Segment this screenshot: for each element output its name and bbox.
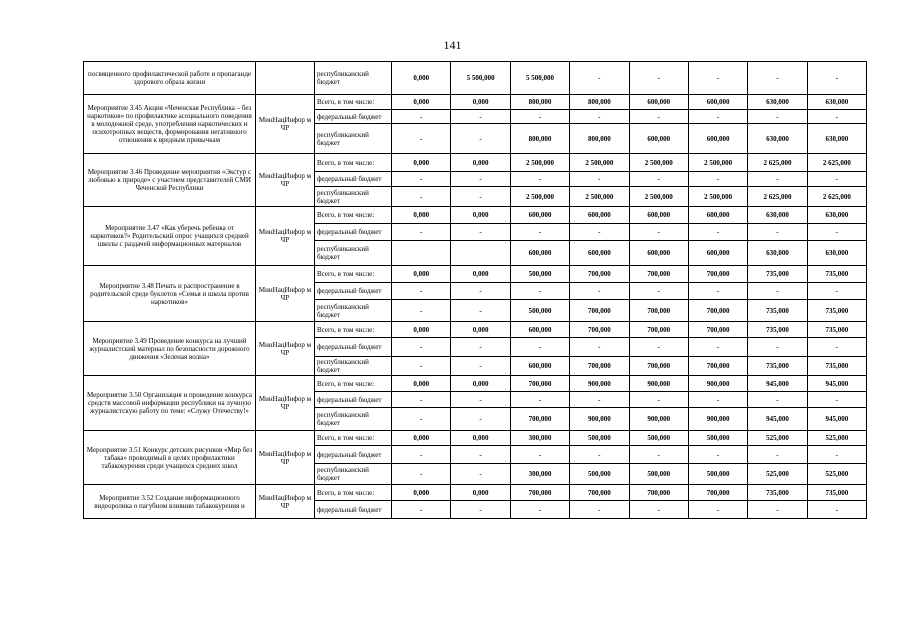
activity-name: Мероприятие 3.45 Акция «Чеченская Республика – без наркотиков» по профилактике асоциального поведения в молодежной среде, употребления наркотических и психотропных веществ, формирования негативного отношения к вредным привычкам <box>84 95 256 154</box>
table-row <box>84 376 867 392</box>
amount-cell: - <box>807 110 866 124</box>
amount-cell: 735,000 <box>748 322 807 338</box>
amount-cell: 700,000 <box>688 357 747 376</box>
amount-cell: - <box>510 446 569 464</box>
funding-source: Всего, в том числе: <box>315 207 392 224</box>
amount-cell: - <box>688 338 747 357</box>
amount-cell: 2 500,000 <box>510 154 569 172</box>
amount-cell: - <box>688 62 747 95</box>
funding-source: Всего, в том числе: <box>315 266 392 283</box>
amount-cell: 2 500,000 <box>629 187 688 207</box>
amount-cell: 600,000 <box>688 95 747 110</box>
amount-cell: - <box>629 392 688 408</box>
table-row <box>84 485 867 501</box>
amount-cell: 700,000 <box>629 357 688 376</box>
amount-cell: - <box>570 501 629 519</box>
funding-source: Всего, в том числе: <box>315 154 392 172</box>
amount-cell: 0,000 <box>392 95 451 110</box>
amount-cell: 945,000 <box>748 408 807 431</box>
funding-source: федеральный бюджет <box>315 283 392 300</box>
amount-cell: - <box>629 446 688 464</box>
amount-cell: - <box>688 392 747 408</box>
amount-cell: 700,000 <box>629 300 688 322</box>
amount-cell: 630,000 <box>748 241 807 266</box>
funding-source: Всего, в том числе: <box>315 322 392 338</box>
funding-source: Всего, в том числе: <box>315 95 392 110</box>
amount-cell: 500,000 <box>688 431 747 446</box>
amount-cell: 800,000 <box>570 124 629 154</box>
activity-name: Мероприятие 3.50 Организация и проведение конкурса средств массовой информации республики на лучшую журналистскую работу по теме: «Служу Отечеству!» <box>84 376 256 431</box>
amount-cell: 700,000 <box>688 485 747 501</box>
amount-cell: - <box>748 172 807 187</box>
amount-cell: 800,000 <box>510 95 569 110</box>
amount-cell: 800,000 <box>510 124 569 154</box>
amount-cell: - <box>807 283 866 300</box>
amount-cell: 700,000 <box>570 300 629 322</box>
amount-cell: 0,000 <box>451 266 510 283</box>
amount-cell: - <box>451 300 510 322</box>
table-row <box>84 154 867 172</box>
amount-cell: 525,000 <box>807 464 866 485</box>
amount-cell: - <box>570 172 629 187</box>
amount-cell: 700,000 <box>570 266 629 283</box>
amount-cell: - <box>451 464 510 485</box>
amount-cell: - <box>451 338 510 357</box>
amount-cell: 2 625,000 <box>748 187 807 207</box>
budget-table <box>83 61 867 519</box>
amount-cell: - <box>629 62 688 95</box>
page-number: 141 <box>443 38 462 52</box>
amount-cell: 0,000 <box>451 376 510 392</box>
amount-cell: 630,000 <box>807 95 866 110</box>
amount-cell: - <box>451 357 510 376</box>
amount-cell: - <box>451 446 510 464</box>
amount-cell: 700,000 <box>510 485 569 501</box>
amount-cell: - <box>807 338 866 357</box>
funding-source: федеральный бюджет <box>315 224 392 241</box>
amount-cell: 735,000 <box>807 300 866 322</box>
amount-cell: 2 500,000 <box>688 187 747 207</box>
funding-source: федеральный бюджет <box>315 501 392 519</box>
amount-cell: 500,000 <box>629 464 688 485</box>
amount-cell: - <box>392 224 451 241</box>
amount-cell: - <box>451 501 510 519</box>
amount-cell: 700,000 <box>570 322 629 338</box>
amount-cell: 5 500,000 <box>451 62 510 95</box>
activity-name: Мероприятие 3.49 Проведение конкурса на лучший журналистский материал по безопасности дорожного движения «Зеленая волна» <box>84 322 256 376</box>
amount-cell: - <box>392 446 451 464</box>
amount-cell: 0,000 <box>451 322 510 338</box>
amount-cell: - <box>392 187 451 207</box>
amount-cell: - <box>570 283 629 300</box>
amount-cell: 300,000 <box>510 431 569 446</box>
amount-cell: 735,000 <box>748 485 807 501</box>
amount-cell: 600,000 <box>570 207 629 224</box>
amount-cell: - <box>748 446 807 464</box>
amount-cell: - <box>807 172 866 187</box>
amount-cell: - <box>510 338 569 357</box>
amount-cell: 700,000 <box>688 300 747 322</box>
amount-cell: 735,000 <box>807 485 866 501</box>
amount-cell: 300,000 <box>510 464 569 485</box>
amount-cell: 600,000 <box>510 241 569 266</box>
executor: МинНацИнфор м ЧР <box>256 322 315 376</box>
amount-cell: - <box>748 110 807 124</box>
amount-cell: 700,000 <box>510 376 569 392</box>
amount-cell: - <box>392 110 451 124</box>
amount-cell: 2 625,000 <box>807 154 866 172</box>
amount-cell: 700,000 <box>629 485 688 501</box>
amount-cell: 945,000 <box>807 376 866 392</box>
amount-cell: 500,000 <box>688 464 747 485</box>
funding-source: федеральный бюджет <box>315 446 392 464</box>
amount-cell: 0,000 <box>392 62 451 95</box>
amount-cell: - <box>748 224 807 241</box>
activity-name: Мероприятие 3.51 Конкурс детских рисунков «Мир без табака» проводимый в целях профилактики табакокурения среди учащихся средних школ <box>84 431 256 485</box>
amount-cell: 2 500,000 <box>570 187 629 207</box>
amount-cell: - <box>688 283 747 300</box>
amount-cell: 2 500,000 <box>510 187 569 207</box>
amount-cell: - <box>570 62 629 95</box>
amount-cell <box>451 241 510 266</box>
amount-cell: 525,000 <box>748 431 807 446</box>
amount-cell: - <box>510 392 569 408</box>
funding-source: республиканский бюджет <box>315 408 392 431</box>
amount-cell: 945,000 <box>748 376 807 392</box>
amount-cell: - <box>807 224 866 241</box>
amount-cell: 630,000 <box>748 95 807 110</box>
amount-cell: 700,000 <box>688 322 747 338</box>
amount-cell: 735,000 <box>748 266 807 283</box>
amount-cell: - <box>392 283 451 300</box>
amount-cell: - <box>570 446 629 464</box>
amount-cell: 735,000 <box>807 322 866 338</box>
table-row <box>84 95 867 110</box>
amount-cell: 700,000 <box>570 357 629 376</box>
funding-source: федеральный бюджет <box>315 172 392 187</box>
amount-cell: 600,000 <box>629 124 688 154</box>
amount-cell: - <box>451 408 510 431</box>
amount-cell: 900,000 <box>570 376 629 392</box>
amount-cell: 0,000 <box>392 431 451 446</box>
executor: МинНацИнфор м ЧР <box>256 431 315 485</box>
funding-source: Всего, в том числе: <box>315 431 392 446</box>
amount-cell: - <box>451 124 510 154</box>
amount-cell: 900,000 <box>629 408 688 431</box>
amount-cell: 700,000 <box>629 322 688 338</box>
amount-cell: - <box>451 392 510 408</box>
amount-cell: 900,000 <box>688 376 747 392</box>
amount-cell: 700,000 <box>570 485 629 501</box>
amount-cell: 500,000 <box>629 431 688 446</box>
amount-cell: 2 500,000 <box>688 154 747 172</box>
amount-cell: - <box>629 172 688 187</box>
amount-cell: - <box>688 110 747 124</box>
amount-cell: - <box>392 392 451 408</box>
funding-source: федеральный бюджет <box>315 110 392 124</box>
amount-cell: 630,000 <box>748 124 807 154</box>
amount-cell: - <box>807 62 866 95</box>
amount-cell: 800,000 <box>570 95 629 110</box>
funding-source: Всего, в том числе: <box>315 376 392 392</box>
amount-cell: 630,000 <box>807 124 866 154</box>
funding-source: федеральный бюджет <box>315 392 392 408</box>
amount-cell: - <box>510 172 569 187</box>
amount-cell: 0,000 <box>392 207 451 224</box>
executor: МинНацИнфор м ЧР <box>256 266 315 322</box>
amount-cell: - <box>570 110 629 124</box>
amount-cell: - <box>688 501 747 519</box>
amount-cell: - <box>570 338 629 357</box>
amount-cell: - <box>570 392 629 408</box>
amount-cell: - <box>688 172 747 187</box>
activity-name: Мероприятие 3.47 «Как уберечь ребенка от наркотиков?» Родительский опрос учащихся средней школы с раздачей информационных материалов <box>84 207 256 266</box>
amount-cell: - <box>392 300 451 322</box>
executor: МинНацИнфор м ЧР <box>256 485 315 519</box>
amount-cell: 945,000 <box>807 408 866 431</box>
activity-name: Мероприятие 3.48 Печать и распространение в родительской среде буклетов «Семья и школа против наркотиков» <box>84 266 256 322</box>
amount-cell: - <box>451 172 510 187</box>
amount-cell: 500,000 <box>510 266 569 283</box>
amount-cell: 630,000 <box>807 207 866 224</box>
amount-cell: - <box>392 357 451 376</box>
amount-cell: - <box>392 338 451 357</box>
amount-cell: - <box>570 224 629 241</box>
amount-cell: 600,000 <box>570 241 629 266</box>
amount-cell: 700,000 <box>629 266 688 283</box>
funding-source: республиканский бюджет <box>315 124 392 154</box>
table-row <box>84 266 867 283</box>
amount-cell: 2 500,000 <box>629 154 688 172</box>
amount-cell: 0,000 <box>392 154 451 172</box>
amount-cell: - <box>748 62 807 95</box>
amount-cell: 735,000 <box>748 300 807 322</box>
table-row <box>84 322 867 338</box>
amount-cell: 600,000 <box>510 357 569 376</box>
amount-cell: 900,000 <box>688 408 747 431</box>
amount-cell: - <box>807 501 866 519</box>
funding-source: республиканский бюджет <box>315 187 392 207</box>
funding-source: республиканский бюджет <box>315 357 392 376</box>
amount-cell: 525,000 <box>807 431 866 446</box>
amount-cell: 2 625,000 <box>748 154 807 172</box>
executor: МинНацИнфор м ЧР <box>256 95 315 154</box>
amount-cell: 0,000 <box>392 485 451 501</box>
activity-name: посвященного профилактической работе и пропаганде здорового образа жизни <box>84 62 256 95</box>
executor: МинНацИнфор м ЧР <box>256 207 315 266</box>
funding-source: Всего, в том числе: <box>315 485 392 501</box>
amount-cell: - <box>688 446 747 464</box>
funding-source: федеральный бюджет <box>315 338 392 357</box>
amount-cell: - <box>392 464 451 485</box>
amount-cell: 600,000 <box>688 124 747 154</box>
amount-cell: - <box>392 124 451 154</box>
amount-cell: 600,000 <box>629 241 688 266</box>
amount-cell: - <box>629 110 688 124</box>
funding-source: республиканский бюджет <box>315 241 392 266</box>
amount-cell: - <box>748 392 807 408</box>
amount-cell: 735,000 <box>807 357 866 376</box>
amount-cell: 700,000 <box>510 408 569 431</box>
amount-cell: - <box>807 446 866 464</box>
amount-cell: 0,000 <box>392 376 451 392</box>
amount-cell: - <box>510 283 569 300</box>
executor: МинНацИнфор м ЧР <box>256 154 315 207</box>
amount-cell: - <box>629 283 688 300</box>
amount-cell: 600,000 <box>510 207 569 224</box>
amount-cell: 735,000 <box>807 266 866 283</box>
amount-cell: - <box>748 283 807 300</box>
amount-cell: - <box>451 187 510 207</box>
amount-cell: 0,000 <box>451 207 510 224</box>
amount-cell: 600,000 <box>629 207 688 224</box>
table-row <box>84 431 867 446</box>
amount-cell: 600,000 <box>688 207 747 224</box>
amount-cell: 500,000 <box>510 300 569 322</box>
amount-cell: - <box>392 501 451 519</box>
amount-cell: 735,000 <box>748 357 807 376</box>
amount-cell: 900,000 <box>629 376 688 392</box>
amount-cell: 630,000 <box>748 207 807 224</box>
amount-cell: 900,000 <box>570 408 629 431</box>
amount-cell: - <box>392 408 451 431</box>
table-row <box>84 62 867 95</box>
amount-cell: 500,000 <box>570 464 629 485</box>
executor <box>256 62 315 95</box>
amount-cell: 0,000 <box>392 322 451 338</box>
amount-cell: - <box>451 110 510 124</box>
amount-cell: - <box>510 501 569 519</box>
amount-cell: - <box>392 172 451 187</box>
amount-cell: - <box>510 110 569 124</box>
amount-cell: - <box>688 224 747 241</box>
amount-cell: - <box>629 224 688 241</box>
table-row <box>84 207 867 224</box>
amount-cell: 500,000 <box>570 431 629 446</box>
amount-cell: 700,000 <box>688 266 747 283</box>
amount-cell: 0,000 <box>451 154 510 172</box>
amount-cell: 0,000 <box>451 431 510 446</box>
amount-cell: - <box>629 501 688 519</box>
amount-cell: - <box>510 224 569 241</box>
amount-cell: - <box>807 392 866 408</box>
amount-cell: 600,000 <box>510 322 569 338</box>
amount-cell: - <box>748 338 807 357</box>
amount-cell: 525,000 <box>748 464 807 485</box>
amount-cell: 0,000 <box>451 485 510 501</box>
amount-cell: 600,000 <box>629 95 688 110</box>
amount-cell <box>392 241 451 266</box>
executor: МинНацИнфор м ЧР <box>256 376 315 431</box>
funding-source: республиканский бюджет <box>315 300 392 322</box>
funding-source: республиканский бюджет <box>315 464 392 485</box>
amount-cell: 630,000 <box>807 241 866 266</box>
amount-cell: - <box>451 283 510 300</box>
amount-cell: - <box>748 501 807 519</box>
activity-name: Мероприятие 3.46 Проведение мероприятия «Экстур с любовью к природе» с участием представителей СМИ Чеченской Республики <box>84 154 256 207</box>
amount-cell: 5 500,000 <box>510 62 569 95</box>
amount-cell: 600,000 <box>688 241 747 266</box>
activity-name: Мероприятие 3.52 Создание информационного видеоролика о пагубном влиянии табакокурения и <box>84 485 256 519</box>
amount-cell: 2 625,000 <box>807 187 866 207</box>
amount-cell: 2 500,000 <box>570 154 629 172</box>
amount-cell: 0,000 <box>392 266 451 283</box>
funding-source: республиканский бюджет <box>315 62 392 95</box>
amount-cell: - <box>451 224 510 241</box>
amount-cell: - <box>629 338 688 357</box>
amount-cell: 0,000 <box>451 95 510 110</box>
